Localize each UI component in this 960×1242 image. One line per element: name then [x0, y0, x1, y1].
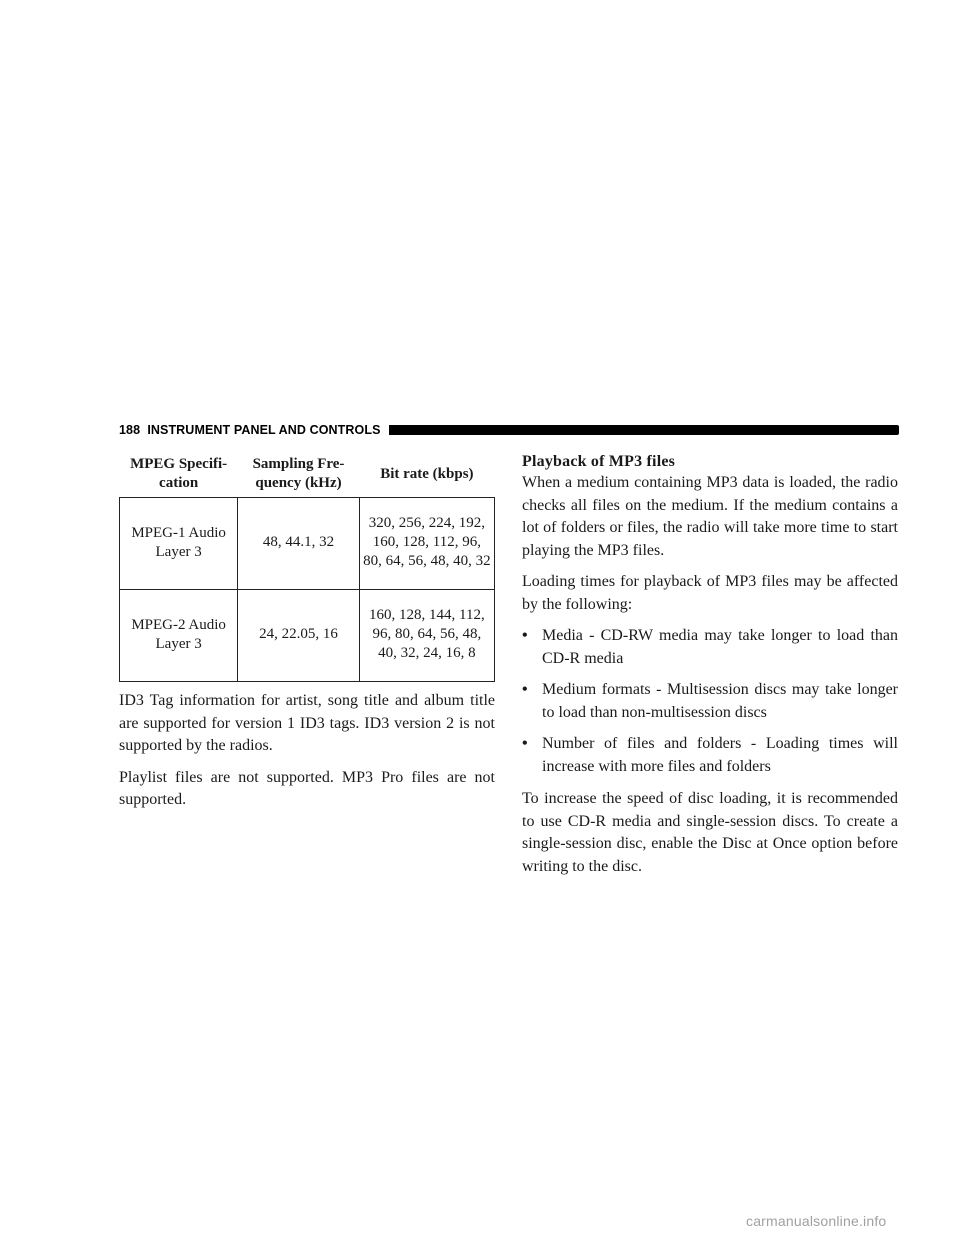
list-item-text: Media - CD-RW media may take longer to load than CD-R media [542, 627, 898, 667]
page-header [119, 421, 899, 439]
page-number: 188 [119, 423, 141, 437]
table-cell: 48, 44.1, 32 [238, 498, 359, 590]
right-column [522, 452, 898, 887]
left-column [119, 452, 495, 821]
table-cell: MPEG-2 Audio Layer 3 [120, 590, 238, 682]
table-cell: 320, 256, 224, 192, 160, 128, 112, 96, 80, 64, 56, 48, 40, 32 [359, 498, 494, 590]
column-header-bit-rate: Bit rate (kbps) [380, 465, 474, 482]
bullet-icon: • [522, 735, 528, 752]
playlist-paragraph: Playlist files are not supported. MP3 Pro files are not supported. [119, 768, 495, 808]
table-cell: 24, 22.05, 16 [238, 590, 359, 682]
loading-intro-paragraph: Loading times for playback of MP3 files may be affected by the following: [522, 573, 898, 613]
id3-paragraph: ID3 Tag information for artist, song title and album title are supported for version 1 ID3 tags. ID3 version 2 is not supported by the radios. [119, 692, 495, 754]
playback-heading: Playback of MP3 files [522, 453, 676, 470]
column-header-mpeg-spec: MPEG Specifi- cation [130, 456, 228, 491]
list-item [522, 679, 898, 724]
list-item [522, 733, 898, 778]
playback-intro-paragraph: When a medium containing MP3 data is loaded, the radio checks all files on the medium. If the medium contains a lot of folders or files, the radio will take more time to start playing the MP3 files. [522, 474, 898, 559]
table-cell: 160, 128, 144, 112, 96, 80, 64, 56, 48, 40, 32, 24, 16, 8 [359, 590, 494, 682]
watermark-text: carmanualsonline.info [746, 1213, 887, 1229]
table-header-row [120, 452, 495, 498]
column-header-sampling-frequency: Sampling Fre- quency (kHz) [252, 456, 345, 491]
loading-factors-list [522, 625, 898, 778]
table-cell: MPEG-1 Audio Layer 3 [120, 498, 238, 590]
bullet-icon: • [522, 681, 528, 698]
table-row [120, 498, 495, 590]
list-item-text: Number of files and folders - Loading times will increase with more files and folders [542, 735, 898, 775]
section-title: INSTRUMENT PANEL AND CONTROLS [147, 423, 381, 437]
mpeg-spec-table [119, 452, 495, 682]
table-row [120, 590, 495, 682]
page-header-text [119, 423, 381, 437]
list-item [522, 625, 898, 670]
header-rule-bar [389, 425, 899, 435]
bullet-icon: • [522, 627, 528, 644]
closing-paragraph: To increase the speed of disc loading, it is recommended to use CD-R media and single-session discs. To create a single-session disc, enable the Disc at Once option before writing to the disc. [522, 790, 898, 875]
list-item-text: Medium formats - Multisession discs may take longer to load than non-multisession discs [542, 681, 898, 721]
